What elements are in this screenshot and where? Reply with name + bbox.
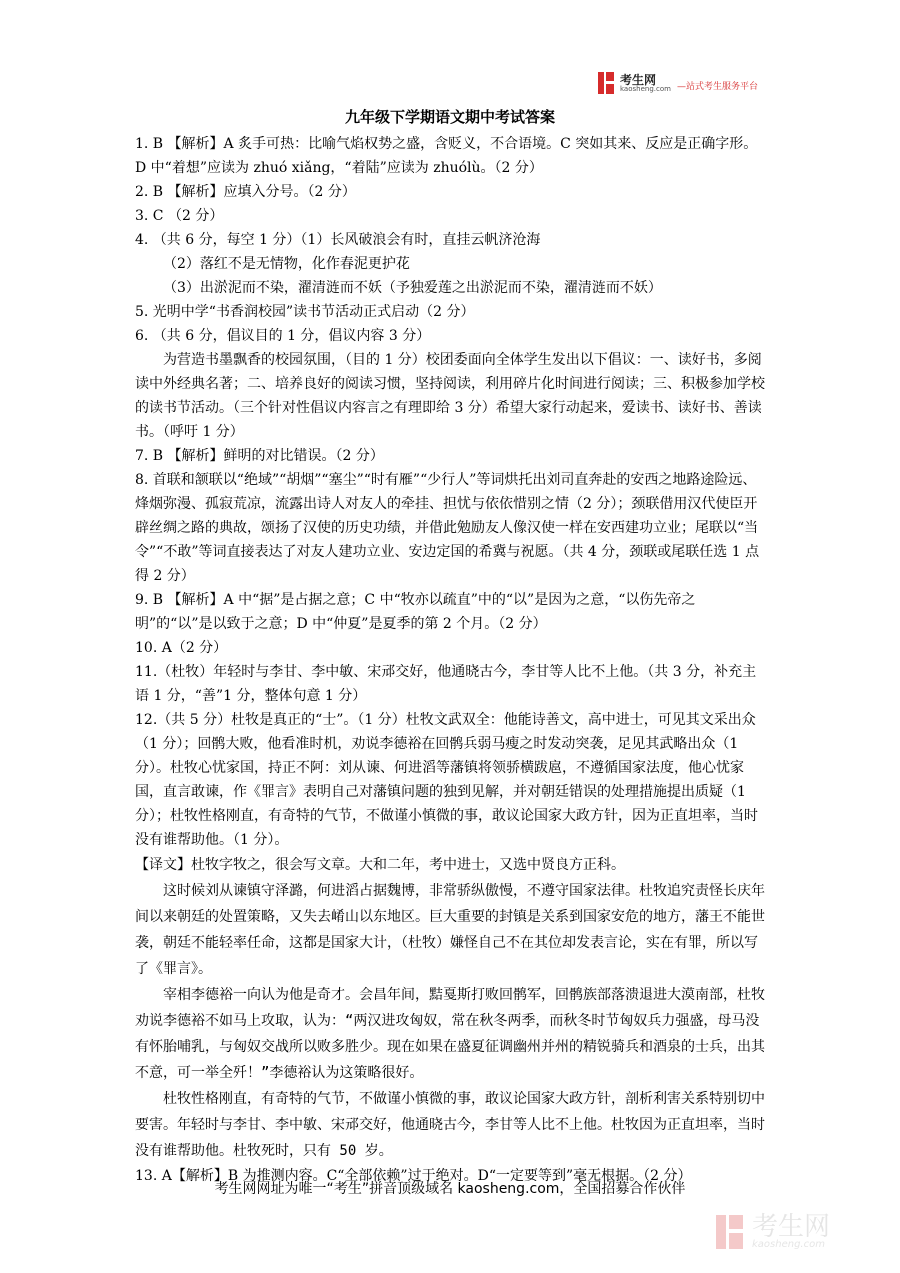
logo-name: 考生网 (620, 72, 657, 87)
watermark-logo-icon (716, 1215, 746, 1249)
answer-1: 1. B 【解析】A 炙手可热：比喻气焰权势之盛，含贬义，不合语境。C 突如其来、反应是正确字形。D 中“着想”应读为 zhuó xiǎng，“着陆”应读为 zhuólù。（2 分） (135, 136, 758, 176)
answer-13: 13. A【解析】B 为推测内容。C“全部依赖”过于绝对。D“一定要等到”毫无根据。（2 分） (135, 1168, 692, 1184)
footer-text: 考生网网址为唯一“考生”拼音顶级域名 kaosheng.com，全国招募合作伙伴 (214, 1181, 686, 1197)
watermark-name: 考生网 (752, 1212, 831, 1242)
answer-2: 2. B 【解析】应填入分号。（2 分） (135, 184, 356, 200)
answer-body (135, 132, 767, 1188)
answer-6: 6. （共 6 分，倡议目的 1 分，倡议内容 3 分） (135, 328, 431, 344)
translation-para-2: 宰相李德裕一向认为他是奇才。会昌年间，黠戛斯打败回鹘军，回鹘族部落溃退进大漠南部，杜牧劝说李德裕不如马上攻取，认为：“两汉进攻匈奴，常在秋冬两季，而秋冬时节匈奴兵力强盛，母马没有怀胎哺乳，与匈奴交战所以败多胜少。现在如果在盛夏征调幽州并州的精锐骑兵和酒泉的士兵，出其不意，可一举全歼！”李德裕认为这策略很好。 (135, 987, 765, 1081)
answer-10: 10. A（2 分） (135, 640, 228, 656)
logo-slogan: —站式考生服务平台 (676, 81, 758, 92)
answer-3: 3. C （2 分） (135, 208, 224, 224)
translation-para-3: 杜牧性格刚直，有奇特的气节，不做谨小慎微的事，敢议论国家大政方针，剖析利害关系特别切中要害。年轻时与李甘、李中敏、宋邧交好，他通晓古今，李甘等人比不上他。杜牧因为正直坦率，当时没有谁帮助他。杜牧死时，只有 50 岁。 (135, 1091, 765, 1159)
answer-11: 11.（杜牧）年轻时与李甘、李中敏、宋邧交好，他通晓古今，李甘等人比不上他。（共 3 分，补充主语 1 分，“善”1 分，整体句意 1 分） (135, 664, 757, 704)
page-title: 九年级下学期语文期中考试答案 (344, 108, 555, 126)
watermark-domain: kaosheng.com (752, 1239, 825, 1250)
answer-12: 12.（共 5 分）杜牧是真正的“士”。（1 分）杜牧文武双全：他能诗善文，高中进士，可见其文采出众（1 分）；回鹘大败，他看准时机，劝说李德裕在回鹘兵弱马瘦之时发动突袭，足见其武略出众（1 分）。杜牧心忧家国，持正不阿：刘从谏、何进滔等藩镇将领骄横跋扈，不遵循国家法度，他心忧家国，直言敢谏，作《罪言》表明自己对藩镇问题的独到见解，并对朝廷错误的处理措施提出质疑（1 分）；杜牧性格刚直，有奇特的气节，不做谨小慎微的事，敢议论国家大政方针，因为正直坦率，当时没有谁帮助他。（1 分）。 (135, 712, 758, 848)
answer-5: 5. 光明中学“书香润校园”读书节活动正式启动（2 分） (135, 304, 475, 320)
answer-4: 4. （共 6 分，每空 1 分）（1）长风破浪会有时，直挂云帆济沧海 (135, 232, 541, 248)
translation-intro: 【译文】杜牧字牧之，很会写文章。大和二年，考中进士，又选中贤良方正科。 (135, 857, 625, 873)
brand-logo (598, 72, 758, 94)
translation-para-1: 这时候刘从谏镇守泽潞，何进滔占据魏博，非常骄纵傲慢，不遵守国家法律。杜牧追究责怪长庆年间以来朝廷的处置策略，又失去崤山以东地区。巨大重要的封镇是关系到国家安危的地方，藩王不能世袭，朝廷不能轻率任命，这都是国家大计，（杜牧）嫌怪自己不在其位却发表言论，实在有罪，所以写了《罪言》。 (135, 883, 765, 977)
answer-9: 9. B 【解析】A 中“据”是占据之意；C 中“牧亦以疏直”中的“以”是因为之意，“以伤先帝之明”的“以”是以致于之意；D 中“仲夏”是夏季的第 2 个月。（2 分） (135, 592, 696, 632)
answer-7: 7. B 【解析】鲜明的对比错误。（2 分） (135, 448, 384, 464)
answer-8: 8. 首联和颔联以“绝域”“胡烟”“塞尘”“时有雁”“少行人”等词烘托出刘司直奔赴的安西之地路途险远、烽烟弥漫、孤寂荒凉，流露出诗人对友人的牵挂、担忧与依依惜别之情（2 分）；颈联借用汉代使臣开辟丝绸之路的典故，颂扬了汉使的历史功绩，并借此勉励友人像汉使一样在安西建功立业；尾联以“当令”“不敢”等词直接表达了对友人建功立业、安边定国的希冀与祝愿。（共 4 分，颈联或尾联任选 1 点得 2 分） (135, 472, 760, 584)
logo-domain: kaosheng.com (620, 84, 671, 93)
kaosheng-logo-icon (598, 72, 616, 94)
watermark (716, 1214, 830, 1250)
answer-4-part-2: （2）落红不是无情物，化作春泥更护花 (163, 256, 410, 272)
answer-4-part-3: （3）出淤泥而不染，濯清涟而不妖（予独爱莲之出淤泥而不染，濯清涟而不妖） (163, 280, 662, 296)
answer-6-body: 为营造书墨飘香的校园氛围，（目的 1 分）校团委面向全体学生发出以下倡议：一、读好书，多阅读中外经典名著；二、培养良好的阅读习惯，坚持阅读，利用碎片化时间进行阅读；三、积极参加学校的读书节活动。（三个针对性倡议内容言之有理即给 3 分）希望大家行动起来，爱读书、读好书、善读书。（呼吁 1 分） (135, 352, 765, 440)
